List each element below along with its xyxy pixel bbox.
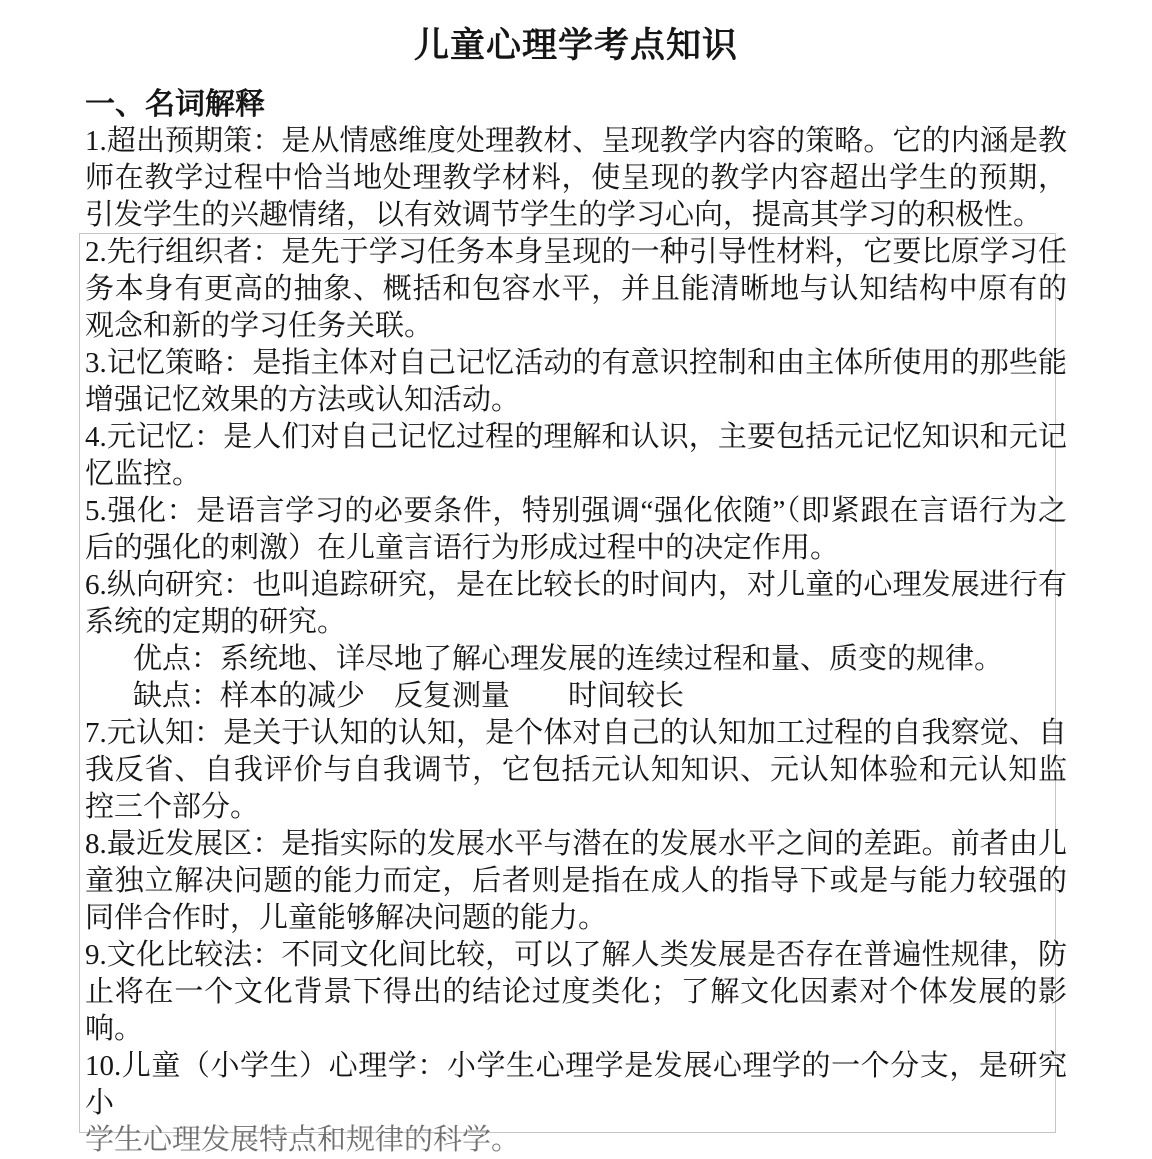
definition-item-8: 8.最近发展区：是指实际的发展水平与潜在的发展水平之间的差距。前者由儿童独立解决问题的能力而定，后者则是指在成人的指导下或是与能力较强的同伴合作时，儿童能够解决问题的能力。 <box>85 828 1067 934</box>
cutoff-line: 学生心理发展特点和规律的科学。 <box>85 1124 521 1156</box>
definition-item-9: 9.文化比较法：不同文化间比较，可以了解人类发展是否存在普遍性规律，防止将在一个文化背景下得出的结论过度类化；了解文化因素对个体发展的影响。 <box>85 939 1067 1045</box>
section-heading: 一、名词解释 <box>85 88 265 121</box>
definition-item-10: 10.儿童（小学生）心理学：小学生心理学是发展心理学的一个分支，是研究小 <box>85 1050 1067 1119</box>
definition-item-6: 6.纵向研究：也叫追踪研究，是在比较长的时间内，对儿童的心理发展进行有系统的定期的研究。 <box>85 569 1067 638</box>
definition-item-4: 4.元记忆：是人们对自己记忆过程的理解和认识，主要包括元记忆知识和元记忆监控。 <box>85 421 1067 490</box>
definition-item-1: 1.超出预期策：是从情感维度处理教材、呈现教学内容的策略。它的内涵是教师在教学过程中恰当地处理教学材料，使呈现的教学内容超出学生的预期，引发学生的兴趣情绪，以有效调节学生的学习心向，提高其学习的积极性。 <box>85 125 1067 231</box>
definition-item-2: 2.先行组织者：是先于学习任务本身呈现的一种引导性材料，它要比原学习任务本身有更高的抽象、概括和包容水平，并且能清晰地与认知结构中原有的观念和新的学习任务关联。 <box>85 236 1067 342</box>
item6-disadvantage-note: 缺点：样本的减少 反复测量 时间较长 <box>133 680 685 712</box>
definition-item-3: 3.记忆策略：是指主体对自己记忆活动的有意识控制和由主体所使用的那些能增强记忆效果的方法或认知活动。 <box>85 347 1067 416</box>
document-title: 儿童心理学考点知识 <box>413 26 738 65</box>
item6-advantage-note: 优点：系统地、详尽地了解心理发展的连续过程和量、质变的规律。 <box>133 643 1004 675</box>
definition-item-7: 7.元认知：是关于认知的认知，是个体对自己的认知加工过程的自我察觉、自我反省、自我评价与自我调节，它包括元认知知识、元认知体验和元认知监控三个部分。 <box>85 717 1067 823</box>
definition-item-5: 5.强化：是语言学习的必要条件，特别强调“强化依随”（即紧跟在言语行为之后的强化的刺激）在儿童言语行为形成过程中的决定作用。 <box>85 495 1067 564</box>
document-content <box>85 0 1067 1159</box>
